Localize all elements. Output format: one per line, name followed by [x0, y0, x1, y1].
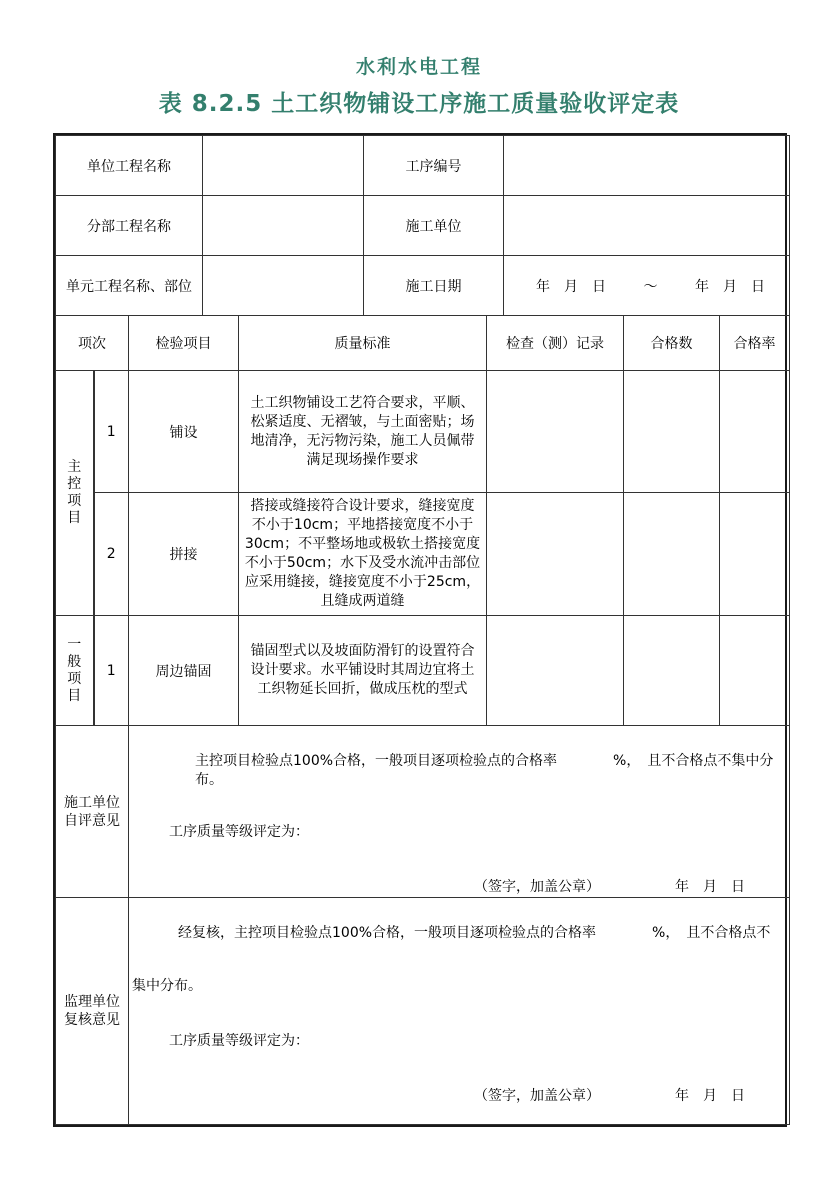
sign-date: 年 月 日	[675, 1088, 745, 1104]
pass-count-field[interactable]	[624, 616, 720, 726]
construction-unit-label: 施工单位	[364, 196, 504, 256]
table-row	[56, 616, 790, 726]
review-grade-line: 工序质量等级评定为：	[169, 1033, 309, 1049]
self-assessment-line1: 主控项目检验点100%合格，一般项目逐项检验点的合格率 %， 且不合格点不集中分布。	[195, 753, 774, 788]
quality-standard-laying: 土工织物铺设工艺符合要求，平顺、松紧适度、无褶皱，与土面密贴；场地清净，无污物污染，施工人员佩带满足现场操作要求	[239, 371, 487, 493]
sign-stamp-label: （签字，加盖公章）	[474, 879, 600, 895]
inspection-item-laying: 铺设	[129, 371, 239, 493]
pass-count-field[interactable]	[624, 493, 720, 616]
table-row	[56, 196, 790, 256]
process-number-label: 工序编号	[364, 136, 504, 196]
table-row	[56, 256, 790, 316]
table-row	[56, 898, 790, 1125]
construction-unit-field[interactable]	[504, 196, 790, 256]
review-line1: 经复核，主控项目检验点100%合格，一般项目逐项检验点的合格率 %， 且不合格点不	[178, 925, 771, 941]
table-row	[56, 371, 790, 493]
pass-rate-field[interactable]	[720, 371, 790, 493]
division-project-name-label: 分部工程名称	[56, 196, 203, 256]
opinion-table	[55, 725, 790, 1125]
review-sign-row	[129, 1087, 789, 1106]
grid-header-row	[56, 316, 790, 371]
group-label-general: 一般项目	[56, 616, 94, 726]
inspection-item-splicing: 拼接	[129, 493, 239, 616]
table-row	[56, 136, 790, 196]
sign-stamp-label: （签字，加盖公章）	[474, 1088, 600, 1104]
col-header-check-record: 检查（测）记录	[487, 316, 624, 371]
group-label-main-control: 主控项目	[56, 371, 94, 616]
date-tilde: ～	[643, 278, 658, 295]
acceptance-table	[53, 133, 787, 1127]
doc-type-title: 水利水电工程	[355, 56, 482, 78]
construction-date-field[interactable]	[504, 256, 790, 316]
quality-standard-perimeter-anchoring: 锚固型式以及坡面防滑钉的设置符合设计要求。水平铺设时其周边宜将土工织物延长回折，做成压枕的型式	[239, 616, 487, 726]
self-assessment-grade-line: 工序质量等级评定为：	[169, 824, 309, 840]
date-from: 年 月 日	[536, 278, 606, 295]
table-title: 表 8.2.5 土工织物铺设工序施工质量验收评定表	[158, 91, 680, 117]
check-record-field[interactable]	[487, 616, 624, 726]
item-no: 1	[94, 616, 129, 726]
review-opinion-content[interactable]	[129, 898, 790, 1125]
pass-rate-field[interactable]	[720, 493, 790, 616]
review-line2: 集中分布。	[132, 978, 202, 994]
inspection-item-perimeter-anchoring: 周边锚固	[129, 616, 239, 726]
col-header-inspection-item: 检验项目	[129, 316, 239, 371]
item-no: 2	[94, 493, 129, 616]
item-no: 1	[94, 371, 129, 493]
division-project-name-field[interactable]	[203, 196, 364, 256]
info-table	[55, 135, 790, 316]
pass-count-field[interactable]	[624, 371, 720, 493]
construction-date-label: 施工日期	[364, 256, 504, 316]
date-to: 年 月 日	[695, 278, 765, 295]
review-opinion-label: 监理单位复核意见	[56, 898, 129, 1125]
table-row	[56, 726, 790, 898]
element-project-name-label: 单元工程名称、部位	[56, 256, 203, 316]
table-row	[56, 493, 790, 616]
col-header-pass-count: 合格数	[624, 316, 720, 371]
self-assessment-label: 施工单位自评意见	[56, 726, 129, 898]
col-header-pass-rate: 合格率	[720, 316, 790, 371]
self-assessment-sign-row	[129, 878, 789, 897]
col-header-item-no: 项次	[56, 316, 129, 371]
self-assessment-content[interactable]	[129, 726, 790, 898]
pass-rate-field[interactable]	[720, 616, 790, 726]
process-number-field[interactable]	[504, 136, 790, 196]
sign-date: 年 月 日	[675, 879, 745, 895]
unit-project-name-label: 单位工程名称	[56, 136, 203, 196]
quality-standard-splicing: 搭接或缝接符合设计要求，缝接宽度不小于10cm；平地搭接宽度不小于30cm；不平整场地或极软土搭接宽度不小于50cm；水下及受水流冲击部位应采用缝接，缝接宽度不小于25cm，且缝成两道缝	[239, 493, 487, 616]
check-record-field[interactable]	[487, 371, 624, 493]
check-record-field[interactable]	[487, 493, 624, 616]
element-project-name-field[interactable]	[203, 256, 364, 316]
unit-project-name-field[interactable]	[203, 136, 364, 196]
inspection-grid	[55, 315, 790, 726]
col-header-quality-standard: 质量标准	[239, 316, 487, 371]
